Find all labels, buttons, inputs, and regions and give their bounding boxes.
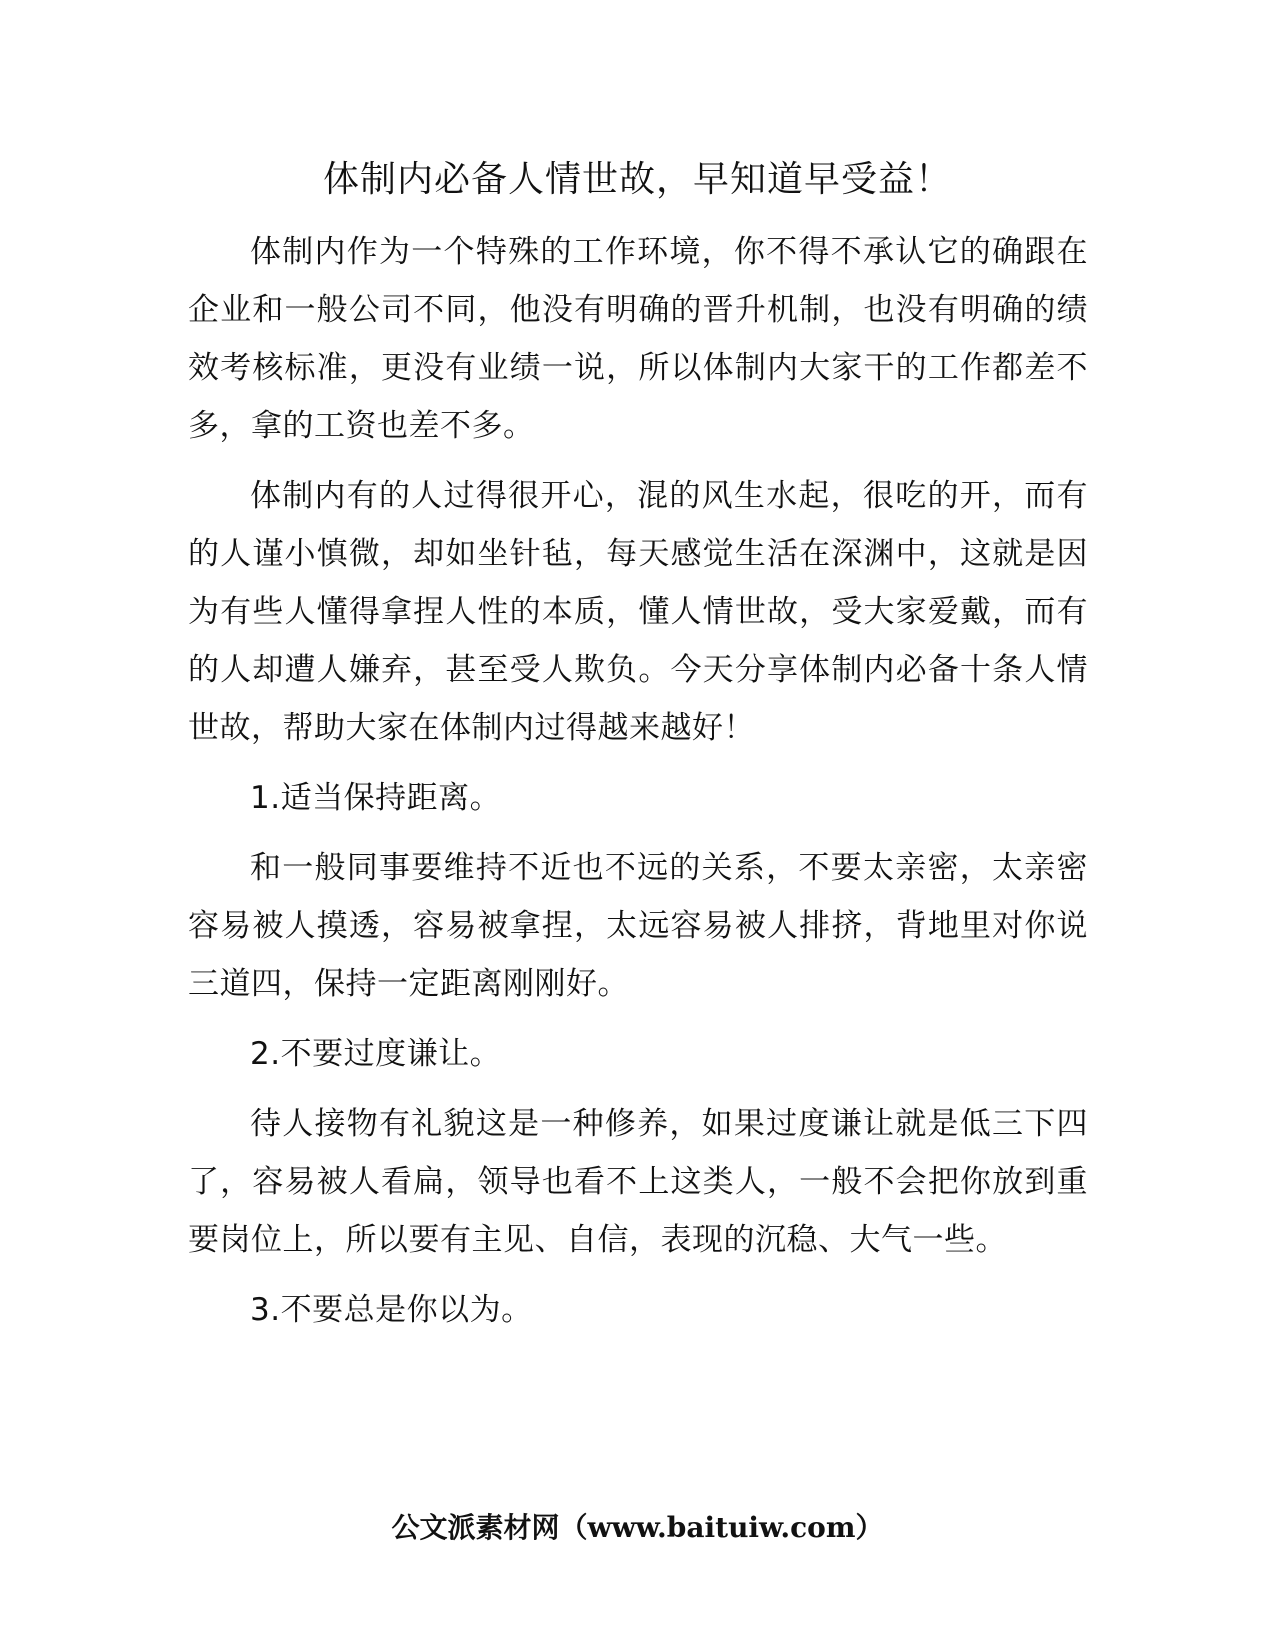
paragraph-section-1: 和一般同事要维持不近也不远的关系，不要太亲密，太亲密容易被人摸透，容易被拿捏，太远容易被人排挤，背地里对你说三道四，保持一定距离刚刚好。 xyxy=(188,850,1088,1002)
paragraph-intro: 体制内作为一个特殊的工作环境，你不得不承认它的确跟在企业和一般公司不同，他没有明确的晋升机制，也没有明确的绩效考核标准，更没有业绩一说，所以体制内大家干的工作都差不多，拿的工资也差不多。 xyxy=(188,234,1088,444)
document-title: 体制内必备人情世故，早知道早受益！ xyxy=(322,159,952,200)
page-footer: 公文派素材网（www.baituiw.com） xyxy=(391,1511,884,1544)
section-heading-2: 2.不要过度谦让。 xyxy=(250,1036,502,1072)
section-heading-1: 1.适当保持距离。 xyxy=(250,780,502,816)
section-heading-3: 3.不要总是你以为。 xyxy=(250,1292,533,1328)
document-body xyxy=(188,223,1088,1351)
paragraph-section-2: 待人接物有礼貌这是一种修养，如果过度谦让就是低三下四了，容易被人看扁，领导也看不上这类人，一般不会把你放到重要岗位上，所以要有主见、自信，表现的沉稳、大气一些。 xyxy=(188,1106,1088,1258)
paragraph-overview: 体制内有的人过得很开心，混的风生水起，很吃的开，而有的人谨小慎微，却如坐针毡，每天感觉生活在深渊中，这就是因为有些人懂得拿捏人性的本质，懂人情世故，受大家爱戴，而有的人却遭人嫌弃，甚至受人欺负。今天分享体制内必备十条人情世故，帮助大家在体制内过得越来越好！ xyxy=(188,478,1088,746)
